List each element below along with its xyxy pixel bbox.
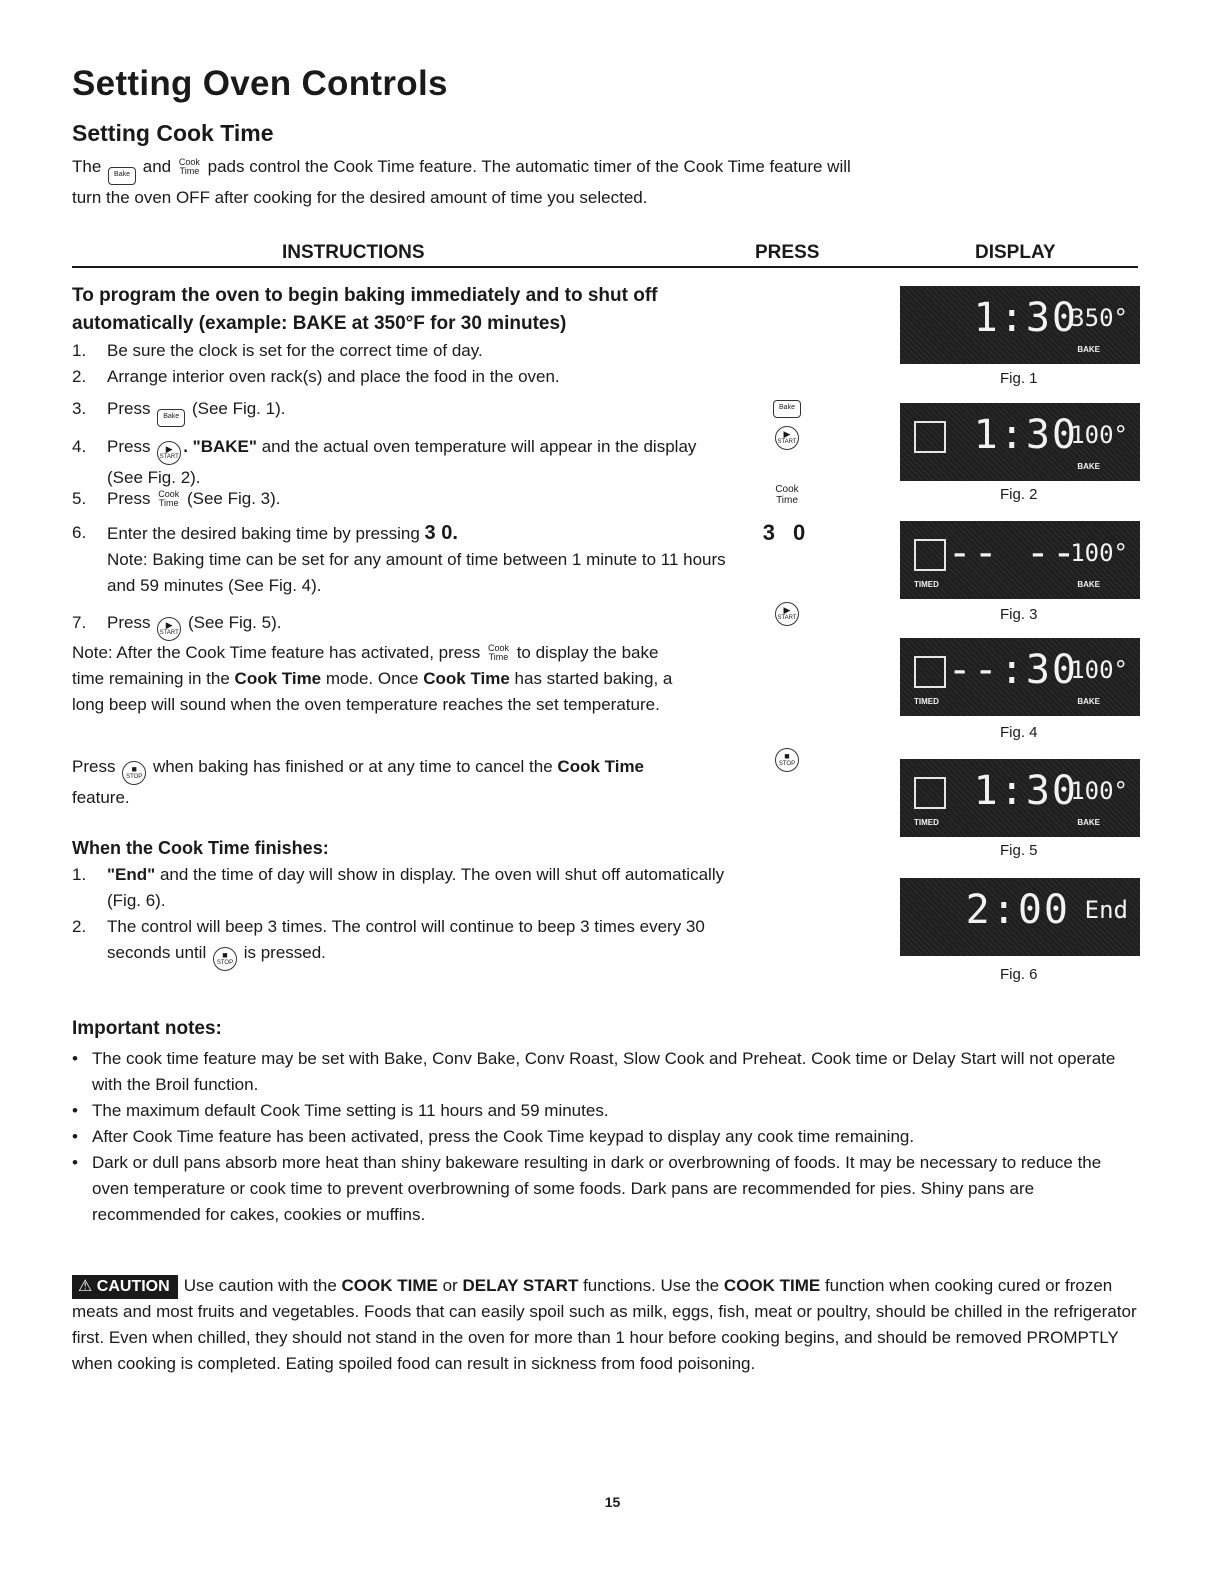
intro-paragraph: [72, 154, 852, 211]
display-clock: -- --: [947, 530, 1078, 576]
bake-pad-icon: Bake: [773, 400, 801, 418]
page-title: Setting Oven Controls: [72, 64, 448, 103]
stop-pad-icon: ■ STOP: [775, 748, 799, 772]
cook-time-pad-icon: Cook Time: [775, 484, 799, 506]
caution-badge: ⚠ CAUTION: [72, 1275, 178, 1299]
press-digits: 3 0: [762, 520, 812, 545]
fig-5-label: Fig. 5: [1000, 842, 1038, 859]
display-end-text: End: [1084, 896, 1128, 924]
fig-1-label: Fig. 1: [1000, 370, 1038, 387]
fig-2-label: Fig. 2: [1000, 486, 1038, 503]
stop-pad-icon: ■ STOP: [122, 761, 146, 785]
display-bake-label: BAKE: [1077, 580, 1100, 589]
procedure-lead: To program the oven to begin baking immediately and to shut off automatically (example: BAKE at 350°F for 30 minutes): [72, 285, 658, 334]
display-temp: 100°: [1070, 777, 1128, 805]
section-title: Setting Cook Time: [72, 120, 274, 146]
display-clock: 1:30: [973, 295, 1078, 341]
intro-text: pads control the Cook Time feature. The automatic timer of the Cook Time feature will turn the oven OFF after cooking for the desired amount of time you selected.: [72, 157, 851, 207]
press-heading: PRESS: [755, 242, 820, 263]
start-pad-icon: ▶ START: [775, 426, 799, 450]
display-timed-label: TIMED: [914, 697, 939, 706]
cook-time-pad-icon: Cook Time: [487, 643, 509, 662]
finish-heading: When the Cook Time finishes:: [72, 838, 329, 858]
display-bake-label: BAKE: [1077, 697, 1100, 706]
display-fig-6: [900, 878, 1140, 956]
warning-triangle-icon: ⚠: [78, 1278, 93, 1295]
press-start-2: [762, 600, 812, 626]
display-heading: DISPLAY: [975, 242, 1056, 263]
display-temp: 350°: [1070, 304, 1128, 332]
bake-pad-icon: Bake: [108, 167, 136, 185]
press-stop: [762, 746, 812, 772]
display-fig-1: [900, 286, 1140, 364]
stop-pad-icon: ■ STOP: [213, 947, 237, 971]
display-clock: --:30: [947, 647, 1078, 693]
display-box-icon: [914, 777, 946, 809]
fig-3-label: Fig. 3: [1000, 606, 1038, 623]
instructions-heading: INSTRUCTIONS: [282, 242, 425, 263]
display-clock: 1:30: [973, 412, 1078, 458]
press-cook-time: [762, 484, 812, 506]
display-box-icon: [914, 656, 946, 688]
cook-time-note: Note: After the Cook Time feature has activated, press Cook Time to display the bake time remaining in the Cook Time mode. Once Cook Time has started baking, a long beep will sound when the oven temperature reaches the set temperature.: [72, 643, 673, 714]
display-box-icon: [914, 421, 946, 453]
display-fig-5: [900, 759, 1140, 837]
start-pad-icon: ▶ START: [157, 441, 181, 465]
start-pad-icon: ▶ START: [157, 617, 181, 641]
page-number: 15: [604, 1494, 621, 1510]
press-start-1: [762, 424, 812, 450]
display-clock: 2:00: [965, 887, 1070, 933]
display-temp: 100°: [1070, 539, 1128, 567]
column-heading-rule: [72, 266, 1138, 268]
display-fig-4: [900, 638, 1140, 716]
start-pad-icon: ▶ START: [775, 602, 799, 626]
display-bake-label: BAKE: [1077, 462, 1100, 471]
press-bake: [762, 392, 812, 418]
intro-the: The: [72, 157, 102, 176]
display-box-icon: [914, 539, 946, 571]
fig-4-label: Fig. 4: [1000, 724, 1038, 741]
stop-note: Press ■ STOP when baking has finished or at any time to cancel the Cook Time feature.: [72, 757, 645, 807]
cook-time-pad-icon: Cook Time: [178, 157, 200, 176]
display-clock: 1:30: [973, 768, 1078, 814]
display-bake-label: BAKE: [1077, 345, 1100, 354]
bake-pad-icon: Bake: [157, 409, 185, 427]
display-timed-label: TIMED: [914, 818, 939, 827]
display-fig-2: [900, 403, 1140, 481]
display-timed-label: TIMED: [914, 580, 939, 589]
cook-time-pad-icon: Cook Time: [158, 489, 180, 508]
important-heading: Important notes:: [72, 1018, 222, 1039]
display-bake-label: BAKE: [1077, 818, 1100, 827]
fig-6-label: Fig. 6: [1000, 966, 1038, 983]
display-temp: 100°: [1070, 421, 1128, 449]
display-temp: 100°: [1070, 656, 1128, 684]
caution-paragraph: ⚠ CAUTION Use caution with the COOK TIME or DELAY START functions. Use the COOK TIME function when cooking cured or frozen meats and most fruits and vegetables. Foods that can easily spoil such as milk, eggs, fish, meat or poultry, should be chilled in the refrigerator first. Even when chilled, they should not stand in the oven for more than 1 hour before cooking begins, and should be removed PROMPTLY when cooking is completed. Eating spoiled food can result in sickness from food poisoning.: [72, 1276, 1137, 1373]
intro-and: and: [142, 157, 172, 176]
display-fig-3: [900, 521, 1140, 599]
